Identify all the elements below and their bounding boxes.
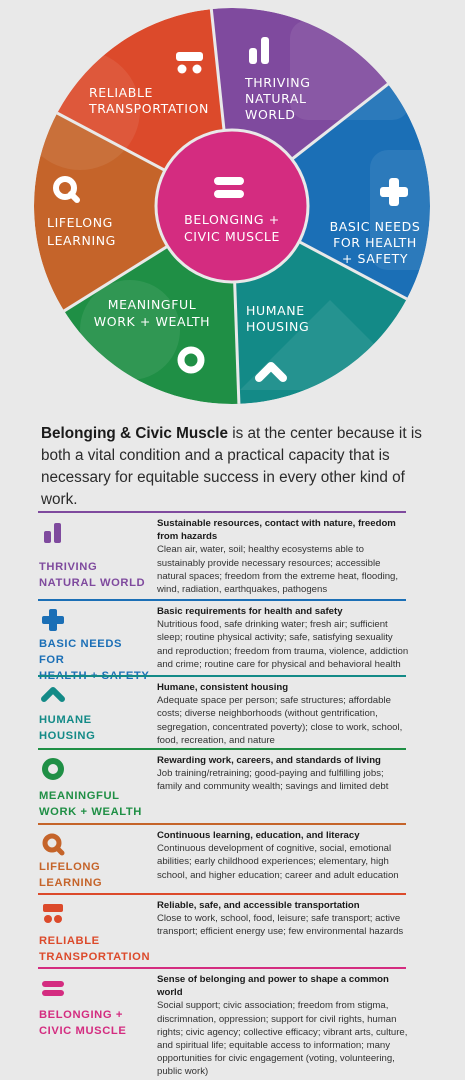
row-title-line1: BASIC NEEDS FOR (39, 638, 123, 666)
row-description (157, 754, 409, 794)
housing-label-line1: HUMANE (246, 303, 305, 318)
housing-label-line2: HOUSING (246, 319, 310, 334)
learning-label-line1: LIFELONG (47, 215, 113, 230)
row-description (157, 517, 409, 596)
ring-icon (41, 756, 65, 782)
list-item-lifelong-learning (38, 823, 406, 893)
row-title (39, 933, 151, 965)
row-title-line2: HEALTH + SAFETY (39, 670, 150, 682)
bar-chart-icon (41, 519, 65, 545)
list-item-meaningful-work (38, 748, 406, 832)
row-heading: Humane, consistent housing (157, 682, 289, 693)
vital-conditions-wheel (0, 0, 465, 410)
list-item-reliable-transportation (38, 893, 406, 968)
row-title (39, 559, 151, 591)
row-heading: Continuous learning, education, and literacy (157, 830, 360, 841)
intro-text: is at the center because it is both a vital condition and a practical capacity that is necessary for equitable success in every other kind of work. (41, 425, 422, 508)
row-text: Social support; civic association; freedom from stigma, discrimnation, oppression; support for civil rights, human rights; civic agency; collective efficacy; vibrant arts, culture, and spiritual life; equitable access to information; many opportunities for civic engagement (voting, volunteering, public work) (157, 1000, 408, 1078)
thriving-label-line1: THRIVING (245, 75, 311, 90)
intro-bold: Belonging & Civic Muscle (41, 425, 228, 442)
center-circle (156, 130, 308, 282)
work-label-line2: WORK + WEALTH (93, 314, 211, 329)
magnifier-icon (41, 831, 65, 857)
row-heading: Rewarding work, careers, and standards of living (157, 755, 381, 766)
basic-label-line1: BASIC NEEDS (329, 219, 421, 234)
row-text: Nutritious food, safe drinking water; fresh air; sufficient sleep; routine physical activity; safe, satisfying sexuality and reproduction; freedom from trauma, violence, addiction and crime; routine care for physical and behavioral health (157, 619, 409, 670)
row-text: Close to work, school, food, leisure; safe transport; active transport; efficient energy use; few environmental hazards (157, 913, 404, 938)
center-label-line1: BELONGING + (184, 212, 280, 227)
work-label-line1: MEANINGFUL (107, 297, 197, 312)
thriving-label-line2: NATURAL (245, 91, 307, 106)
list-item-basic-needs (38, 599, 409, 682)
row-title-line1: MEANINGFUL (39, 790, 120, 802)
thriving-label-line3: WORLD (245, 107, 296, 122)
row-title (39, 712, 151, 744)
basic-label-line2: FOR HEALTH (333, 235, 417, 250)
row-heading: Sense of belonging and power to shape a common world (157, 974, 389, 999)
row-heading: Basic requirements for health and safety (157, 606, 343, 617)
row-title-line2: WORK + WEALTH (39, 806, 142, 818)
row-title-line2: NATURAL WORLD (39, 577, 146, 589)
row-title-line2: HOUSING (39, 730, 96, 742)
row-description (157, 605, 409, 671)
row-title (39, 1007, 151, 1039)
row-text: Continuous development of cognitive, social, emotional abilities; early childhood experiences; elementary, high school, and higher education; career and adult education (157, 843, 399, 881)
row-title-line1: LIFELONG (39, 861, 101, 873)
plus-icon (41, 607, 65, 633)
row-title-line1: RELIABLE (39, 935, 100, 947)
row-heading: Sustainable resources, contact with nature, freedom from hazards (157, 518, 396, 543)
transport-label-line2: TRANSPORTATION (89, 101, 209, 116)
transport-label-line1: RELIABLE (89, 85, 154, 100)
row-text: Job training/retraining; good-paying and fulfilling jobs; family and community wealth; savings and limited debt (157, 768, 389, 793)
row-text: Clean air, water, soil; healthy ecosystems able to sustainably provide necessary resources; accessible natural spaces; freedom from the extreme heat, flooding, wind, radiation, earthquakes, pathogens (157, 544, 399, 596)
row-title-line1: HUMANE (39, 714, 92, 726)
equals-icon (41, 975, 65, 1001)
row-description (157, 899, 409, 939)
row-heading: Reliable, safe, and accessible transportation (157, 900, 360, 911)
row-title-line1: BELONGING + (39, 1009, 123, 1021)
list-item-thriving (38, 511, 406, 598)
basic-label-line3: + SAFETY (341, 251, 409, 266)
row-text: Adequate space per person; safe structures; affordable costs; diverse neighborhoods (without gentrification, segregation, concentrated poverty); close to work, school, food, recreation, and nature (157, 695, 403, 746)
row-title-line2: TRANSPORTATION (39, 951, 151, 963)
row-title-line2: CIVIC MUSCLE (39, 1025, 127, 1037)
row-description (157, 681, 409, 747)
chevron-up-icon (41, 683, 65, 709)
center-label-line2: CIVIC MUSCLE (183, 229, 281, 244)
row-title-line2: LEARNING (39, 877, 103, 889)
bus-icon (41, 901, 65, 927)
row-title (39, 859, 151, 891)
list-item-humane-housing (38, 675, 406, 747)
row-title-line1: THRIVING (39, 561, 98, 573)
row-description (157, 829, 409, 882)
row-description (157, 973, 409, 1079)
learning-label-line2: LEARNING (47, 233, 116, 248)
row-title (39, 788, 151, 820)
list-item-belonging (38, 967, 406, 1077)
intro-paragraph (41, 423, 426, 511)
